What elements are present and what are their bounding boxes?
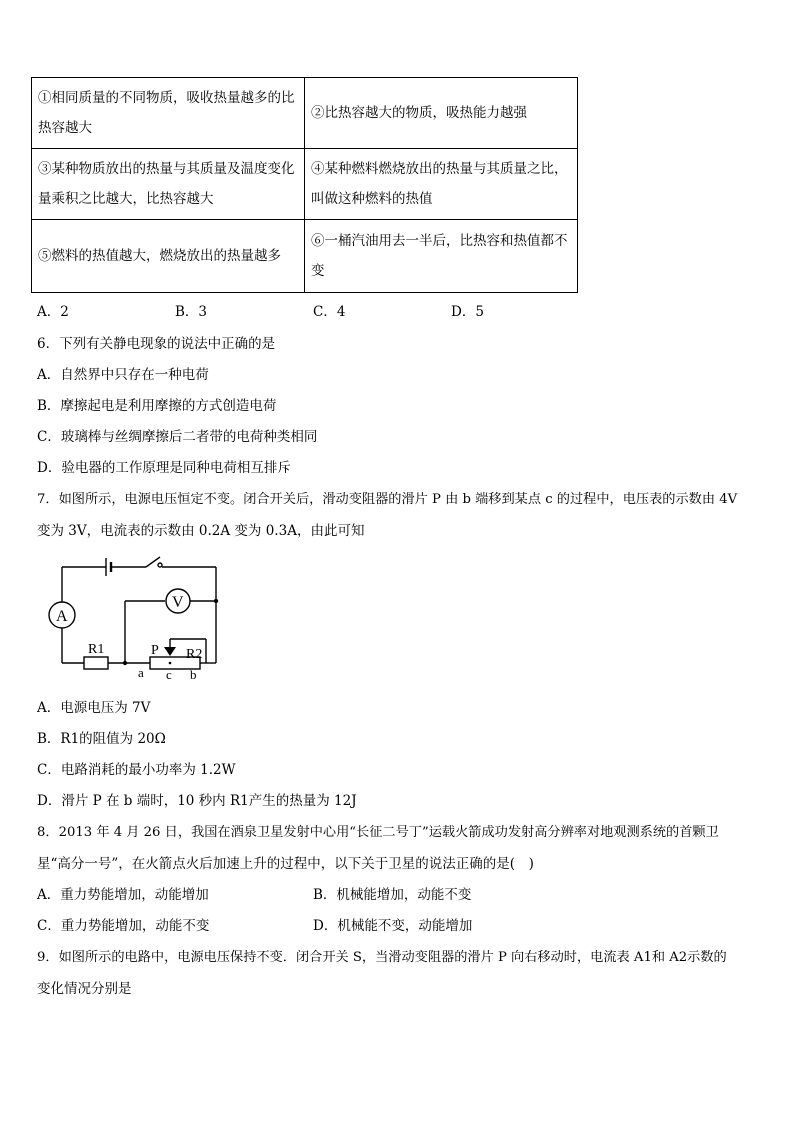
q7-stem-line2: 变为 3V，电流表的示数由 0.2A 变为 0.3A，由此可知 (37, 523, 365, 539)
circuit-diagram (40, 555, 240, 685)
q7-option-d: D．滑片 P 在 b 端时，10 秒内 R1产生的热量为 12J (37, 793, 357, 809)
slider-arrow (164, 647, 176, 656)
point-c (169, 662, 172, 665)
ammeter-label: A (56, 608, 68, 625)
q5-option-c: C．4 (313, 304, 346, 320)
q6-stem: 6．下列有关静电现象的说法中正确的是 (37, 336, 276, 352)
switch-contact (158, 563, 162, 567)
statement-1: ①相同质量的不同物质，吸收热量越多的比热容越大 (32, 78, 305, 149)
q6-option-d: D．验电器的工作原理是同种电荷相互排斥 (37, 460, 291, 476)
junction-a (123, 661, 127, 665)
q8-stem-line1: 8．2013 年 4 月 26 日，我国在酒泉卫星发射中心用“长征二号丁”运载火箭成功发射高分辨率对地观测系统的首颗卫 (37, 825, 719, 840)
q9-stem-line2: 变化情况分别是 (37, 981, 132, 997)
q7-option-c: C．电路消耗的最小功率为 1.2W (37, 762, 236, 778)
q7-option-b: B．R1的阻值为 20Ω (37, 731, 166, 747)
r1-label: R1 (88, 642, 105, 657)
statement-4: ④某种燃料燃烧放出的热量与其质量之比，叫做这种燃料的热值 (305, 149, 578, 220)
voltmeter-label: V (172, 594, 184, 611)
q8-option-b: B．机械能增加，动能不变 (313, 887, 472, 903)
q8-option-a: A．重力势能增加，动能增加 (37, 887, 209, 903)
r2-label: R2 (186, 647, 203, 662)
b-label: b (190, 667, 197, 682)
q9-stem-line1: 9．如图所示的电路中，电源电压保持不变．闭合开关 S，当滑动变阻器的滑片 P 向右移动时，电流表 A1和 A2示数的 (37, 950, 727, 965)
q8-option-c: C．重力势能增加，动能不变 (37, 918, 210, 934)
junction-right (214, 599, 218, 603)
p-label: P (151, 643, 159, 658)
statement-3: ③某种物质放出的热量与其质量及温度变化量乘积之比越大，比热容越大 (32, 149, 305, 220)
q5-option-b: B．3 (175, 304, 208, 320)
r1-resistor (84, 657, 108, 669)
q5-option-d: D．5 (451, 304, 484, 320)
statement-2: ②比热容越大的物质，吸热能力越强 (305, 78, 578, 149)
statement-5: ⑤燃料的热值越大，燃烧放出的热量越多 (32, 220, 305, 293)
q5-option-a: A．2 (37, 304, 69, 320)
q8-option-d: D．机械能不变，动能增加 (313, 918, 473, 934)
a-label: a (138, 665, 144, 680)
q8-stem-line2: 星“高分一号”，在火箭点火后加速上升的过程中，以下关于卫星的说法正确的是( ) (37, 856, 534, 872)
q6-option-c: C．玻璃棒与丝绸摩擦后二者带的电荷种类相同 (37, 429, 318, 445)
q6-option-a: A．自然界中只存在一种电荷 (37, 367, 209, 383)
q7-option-a: A．电源电压为 7V (37, 700, 151, 716)
c-label: c (166, 667, 172, 682)
statement-table (31, 77, 578, 293)
statement-6: ⑥一桶汽油用去一半后，比热容和热值都不变 (305, 220, 578, 293)
q7-stem-line1: 7．如图所示，电源电压恒定不变。闭合开关后，滑动变阻器的滑片 P 由 b 端移到某点 c 的过程中，电压表的示数由 4V (37, 492, 738, 507)
q6-option-b: B．摩擦起电是利用摩擦的方式创造电荷 (37, 398, 277, 414)
